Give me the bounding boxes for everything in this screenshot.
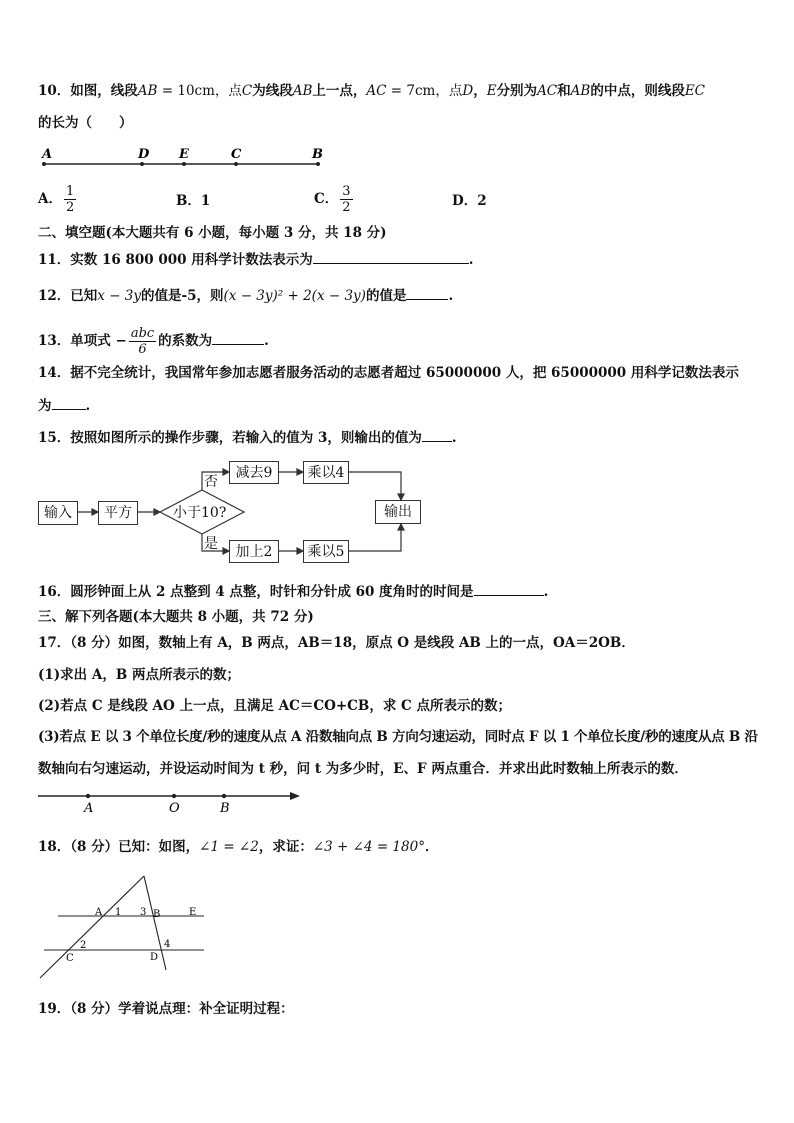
option-d: D．2 — [452, 193, 487, 209]
flow-add2-box: 加上2 — [229, 540, 279, 563]
svg-text:2: 2 — [80, 940, 87, 951]
svg-text:D: D — [150, 952, 159, 963]
flow-output-box: 输出 — [375, 500, 421, 524]
flow-yes-label: 是 — [204, 536, 218, 552]
question-16: 16．圆形钟面上从 2 点整到 4 点整，时针和分针成 60 度角时的时间是 . — [38, 584, 549, 600]
point-b-label: B — [312, 147, 323, 162]
number-line — [38, 790, 302, 814]
axis-point-a: A — [84, 801, 94, 814]
parallel-lines-figure — [38, 870, 218, 980]
svg-text:C: C — [66, 953, 74, 964]
question-17-head: 17．（8 分）如图，数轴上有 A，B 两点，AB＝18，原点 O 是线段 AB 上的一点，OA＝2OB． — [38, 635, 635, 651]
point-d-label: D — [138, 147, 150, 162]
flow-decision-label: 小于10? — [173, 505, 227, 521]
axis-point-o: O — [169, 801, 180, 814]
answer-blank — [474, 582, 544, 596]
question-18: 18．（8 分）已知：如图，∠1 = ∠2，求证：∠3 + ∠4 = 180°． — [38, 839, 439, 855]
question-10-line-1: 10．如图，线段AB = 10cm，点C为线段AB上一点，AC = 7cm，点D，E分别为AC和AB的中点，则线段EC — [38, 83, 706, 99]
svg-text:E: E — [189, 907, 197, 918]
flow-mul5-box: 乘以5 — [303, 540, 349, 563]
point-a-label: A — [42, 147, 53, 162]
option-a: A． $\frac{1}{2}$ — [38, 184, 75, 215]
question-12: 12．已知x − 3y的值是-5，则(x − 3y)² + 2(x − 3y)的值是 . — [38, 288, 454, 304]
question-14-line-1: 14．据不完全统计，我国常年参加志愿者服务活动的志愿者超过 65000000 人，把 65000000 用科学记数法表示 — [38, 365, 739, 381]
question-17-part-2: (2)若点 C 是线段 AO 上一点，且满足 AC＝CO+CB，求 C 点所表示的数； — [38, 698, 511, 714]
question-15: 15．按照如图所示的操作步骤，若输入的值为 3，则输出的值为 . — [38, 430, 457, 446]
flow-no-label: 否 — [204, 474, 218, 490]
svg-text:A: A — [95, 907, 103, 918]
section-3-heading: 三、解下列各题(本大题共 8 小题，共 72 分) — [38, 609, 314, 625]
section-2-heading: 二、填空题(本大题共有 6 小题，每小题 3 分，共 18 分) — [38, 225, 387, 241]
point-c-label: C — [231, 147, 242, 162]
flow-square-box: 平方 — [98, 501, 138, 525]
question-11: 11．实数 16 800 000 用科学计数法表示为 . — [38, 252, 474, 268]
option-c: C． $\frac{3}{2}$ — [314, 184, 351, 215]
svg-text:1: 1 — [115, 907, 122, 918]
svg-text:3: 3 — [140, 907, 147, 918]
question-13: 13．单项式 − $\frac{\text{abc}}{6}$ 的系数为 . — [38, 326, 269, 357]
flow-input-box: 输入 — [38, 501, 78, 525]
question-17-part-3-line-1: (3)若点 E 以 3 个单位长度/秒的速度从点 A 沿数轴向点 B 方向匀速运动，同时点 F 以 1 个单位长度/秒的速度从点 B 沿 — [38, 729, 758, 745]
question-14-line-2: 为 . — [38, 398, 91, 414]
question-17-part-3-line-2: 数轴向右匀速运动，并设运动时间为 t 秒，问 t 为多少时，E、F 两点重合．并求出此时数轴上所表示的数． — [38, 761, 688, 777]
axis-point-b: B — [220, 801, 230, 814]
flow-sub9-box: 减去9 — [229, 461, 279, 484]
point-e-label: E — [179, 147, 189, 162]
option-b: B．1 — [176, 193, 211, 209]
question-17-part-1: (1)求出 A，B 两点所表示的数； — [38, 667, 240, 683]
svg-text:B: B — [153, 909, 161, 920]
question-10-line-2: 的长为（ ） — [38, 115, 133, 131]
question-19: 19．（8 分）学着说点理：补全证明过程： — [38, 1001, 294, 1017]
flow-mul4-box: 乘以4 — [303, 461, 349, 484]
svg-text:4: 4 — [164, 939, 171, 950]
